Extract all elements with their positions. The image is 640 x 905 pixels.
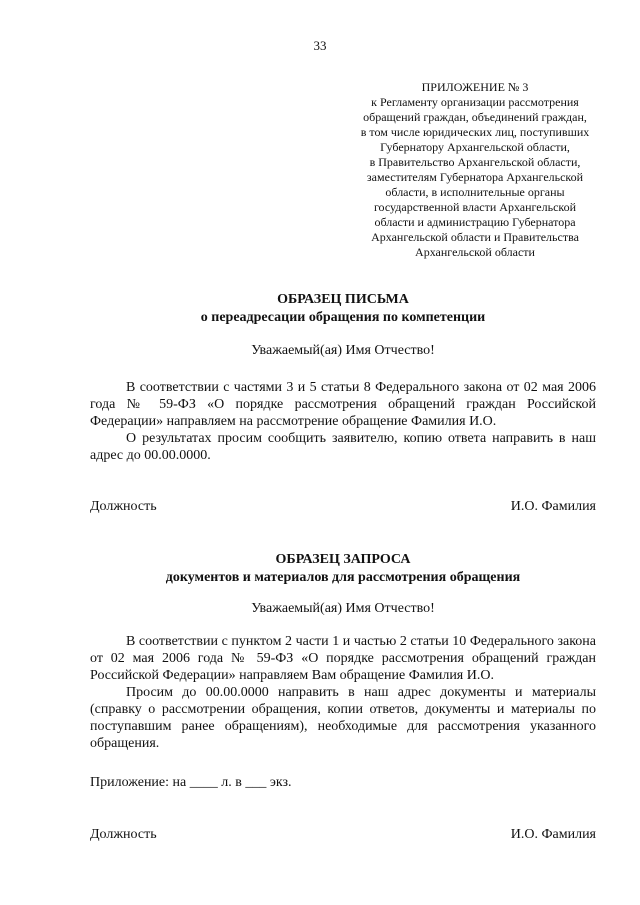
request-body xyxy=(90,633,596,752)
signature-name: И.О. Фамилия xyxy=(510,499,596,514)
appendix-line: области, в исполнительные органы xyxy=(385,185,565,199)
appendix-line: ПРИЛОЖЕНИЕ № 3 xyxy=(421,80,529,94)
appendix-line: Губернатору Архангельской области, xyxy=(380,140,570,154)
appendix-line: области и администрацию Губернатора xyxy=(374,215,576,229)
letter-paragraph: В соответствии с частями 3 и 5 статьи 8 Федерального закона от 02 мая 2006 года № 59-ФЗ «О порядке рассмотрения обращений граждан Российской Федерации» направляем на рассмотрение обращение Фамилия И.О. xyxy=(90,380,596,429)
letter-subtitle: о переадресации обращения по компетенции xyxy=(200,310,486,325)
signature-position: Должность xyxy=(90,827,157,842)
signature-name: И.О. Фамилия xyxy=(510,827,596,842)
letter-title: ОБРАЗЕЦ ПИСЬМА xyxy=(277,292,409,307)
letter-body xyxy=(90,379,596,464)
request-signature xyxy=(90,827,596,843)
letter-paragraph: О результатах просим сообщить заявителю, копию ответа направить в наш адрес до 00.00.0000. xyxy=(90,431,596,463)
signature-position: Должность xyxy=(90,499,157,514)
request-salutation: Уважаемый(ая) Имя Отчество! xyxy=(251,601,435,616)
appendix-line: Архангельской области xyxy=(415,245,535,259)
appendix-line: к Регламенту организации рассмотрения xyxy=(371,95,579,109)
appendix-line: в Правительство Архангельской области, xyxy=(369,155,581,169)
appendix-line: обращений граждан, объединений граждан, xyxy=(363,110,587,124)
request-subtitle: документов и материалов для рассмотрения обращения xyxy=(165,570,521,585)
request-heading xyxy=(90,551,596,587)
request-paragraph: Просим до 00.00.0000 направить в наш адрес документы и материалы (справку о рассмотрении обращения, копии ответов, документы и материалы по поступавшим ранее обращениям), необходимые для рассмотрения указанного обращения. xyxy=(90,685,596,751)
page-number: 33 xyxy=(313,38,327,53)
appendix-line: Архангельской области и Правительства xyxy=(371,230,579,244)
appendix-block xyxy=(330,80,620,260)
appendix-line: заместителям Губернатора Архангельской xyxy=(366,170,584,184)
request-attachment: Приложение: на ____ л. в ___ экз. xyxy=(90,775,292,790)
request-title: ОБРАЗЕЦ ЗАПРОСА xyxy=(275,552,411,567)
appendix-line: в том числе юридических лиц, поступивших xyxy=(360,125,590,139)
letter-salutation: Уважаемый(ая) Имя Отчество! xyxy=(251,343,435,358)
appendix-line: государственной власти Архангельской xyxy=(373,200,577,214)
letter-signature xyxy=(90,499,596,515)
letter-heading xyxy=(90,291,596,327)
request-paragraph: В соответствии с пунктом 2 части 1 и частью 2 статьи 10 Федерального закона от 02 мая 2006 года № 59-ФЗ «О порядке рассмотрения обращений граждан Российской Федерации» направляем Вам обращение Фамилия И.О. xyxy=(90,634,596,683)
